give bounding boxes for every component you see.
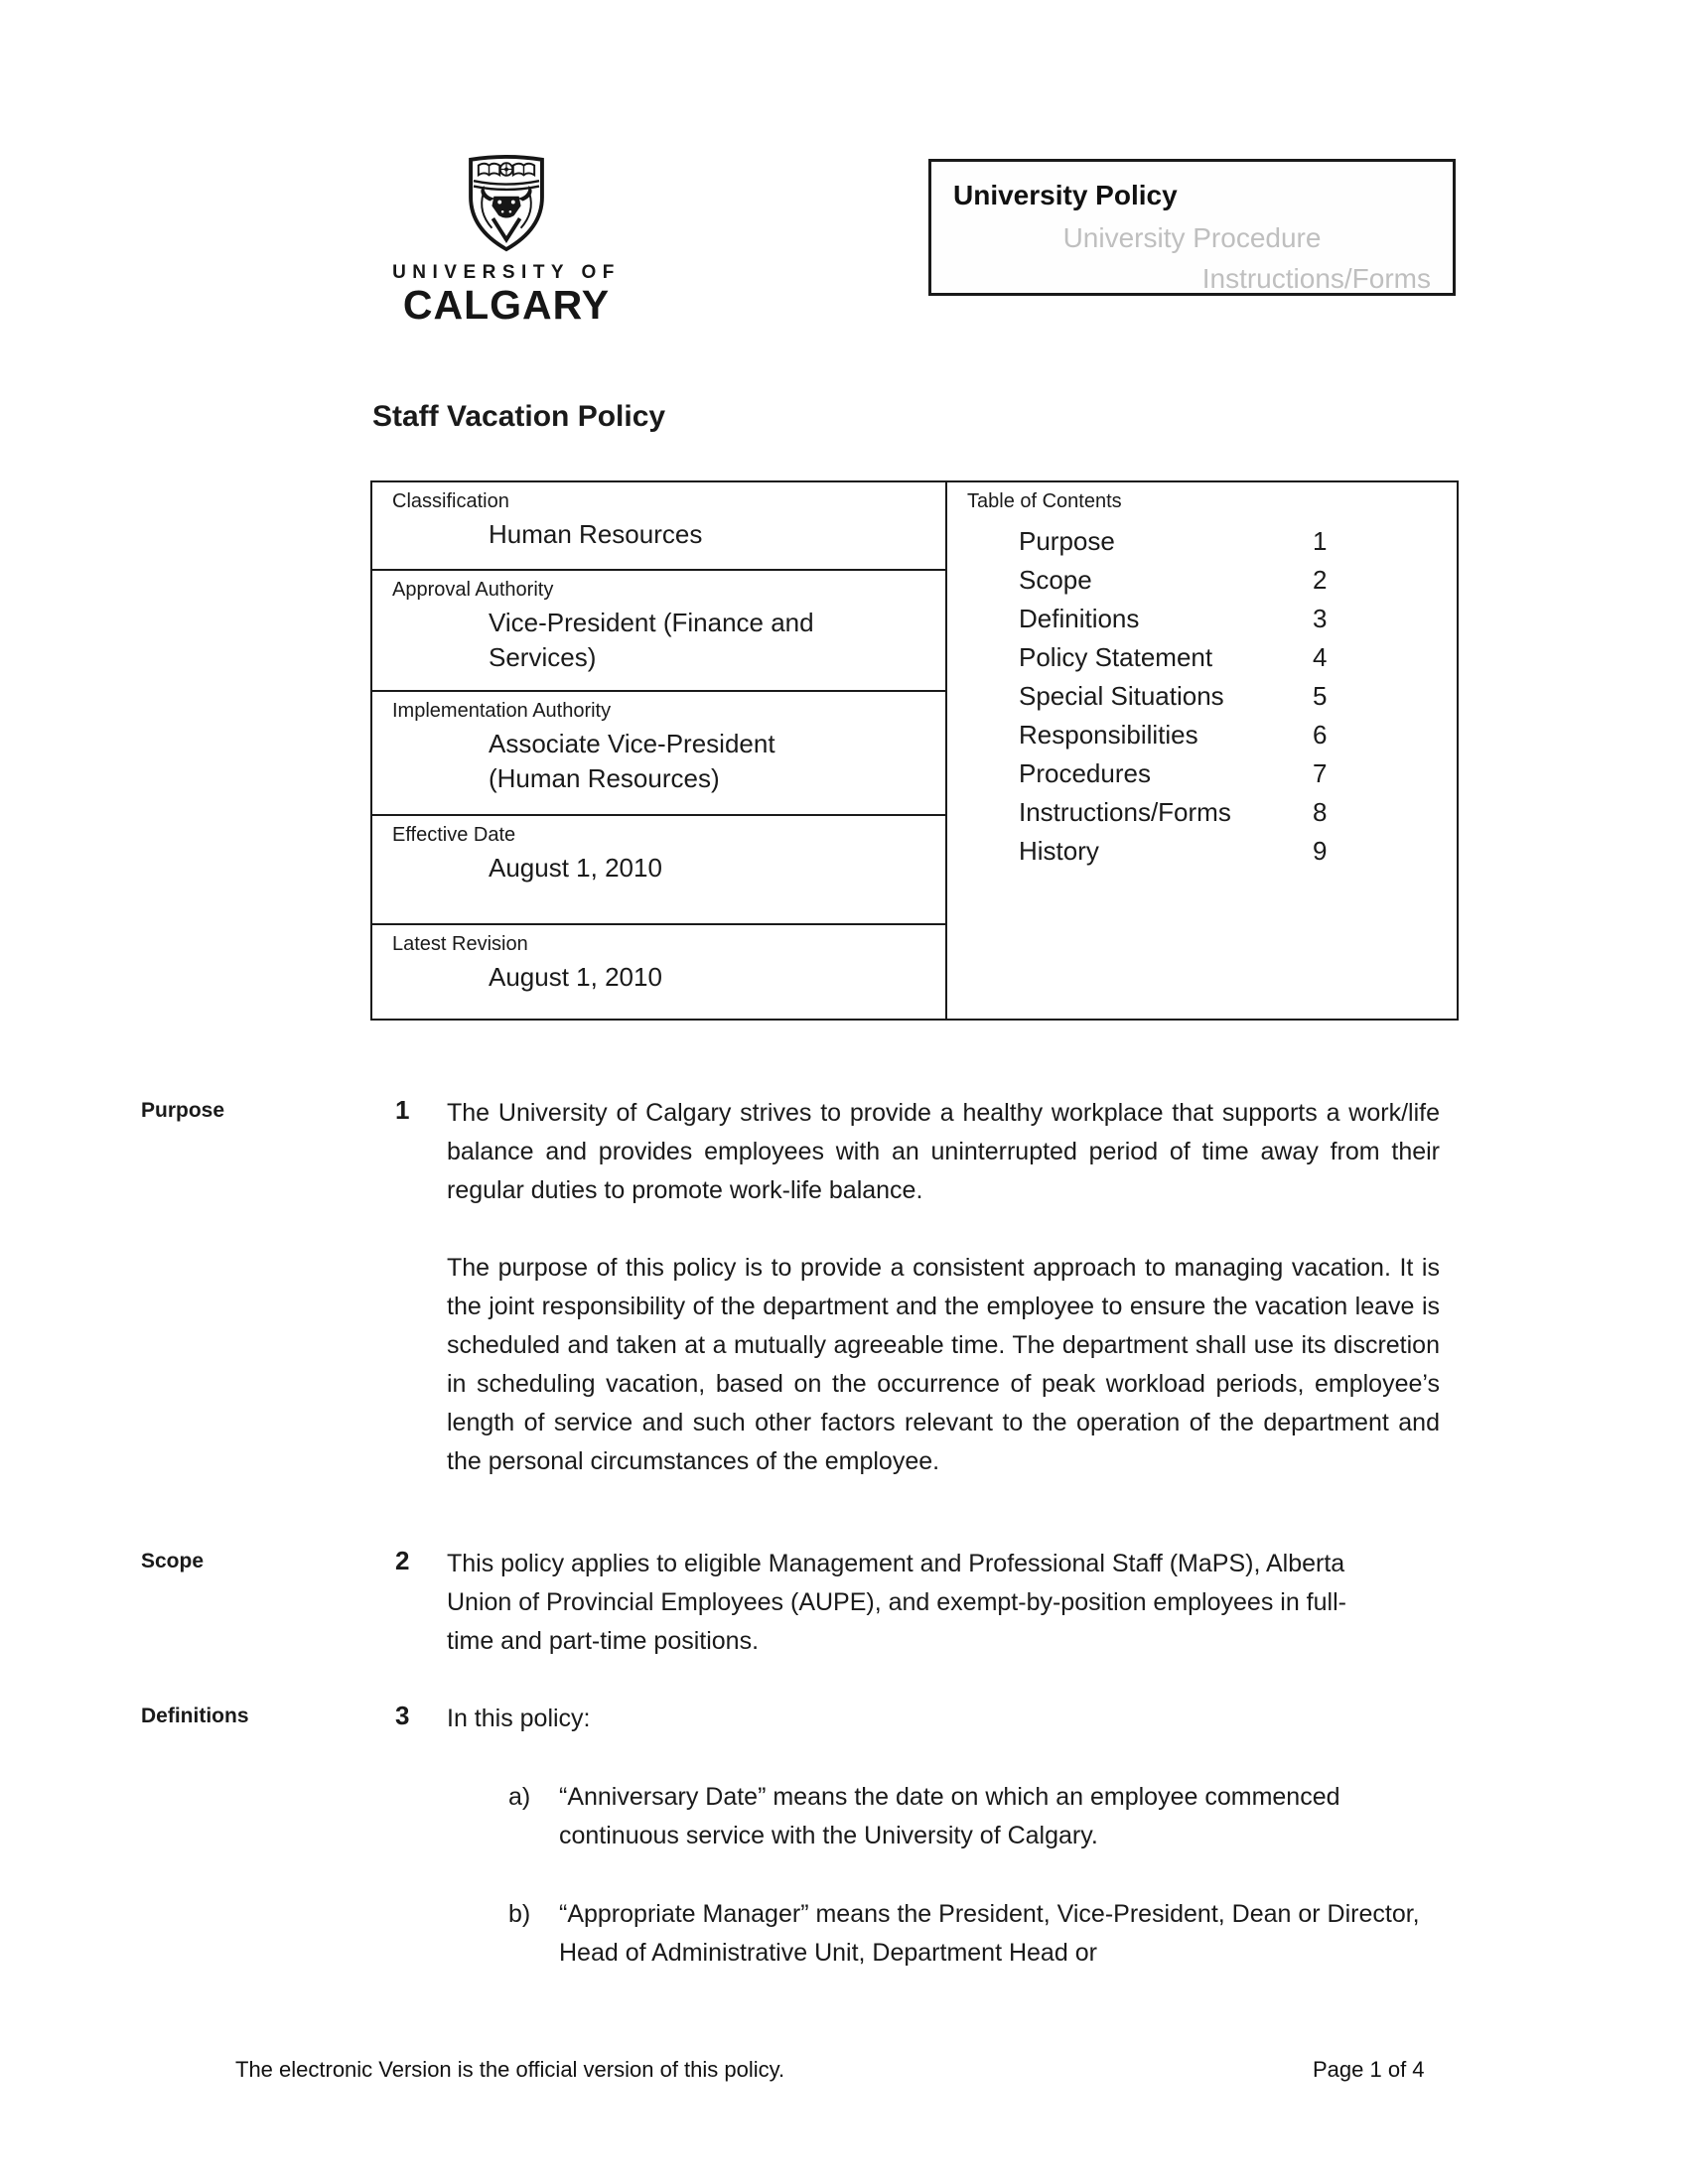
toc-item-page: 1: [1313, 526, 1328, 556]
row-label: Latest Revision: [392, 933, 528, 955]
university-logo: [385, 153, 628, 326]
toc-item-page: 7: [1313, 758, 1328, 788]
table-row-implementation-authority: [372, 692, 945, 816]
toc-item-title: Scope: [1019, 565, 1092, 595]
row-label: Implementation Authority: [392, 700, 612, 722]
row-label: Classification: [392, 490, 509, 512]
toc-item-title: Procedures: [1019, 758, 1151, 788]
toc-item-title: Definitions: [1019, 604, 1140, 633]
definition-marker: a): [508, 1783, 531, 1811]
footer-page-number: Page 1 of 4: [1313, 2057, 1425, 2082]
section-number: 3: [395, 1701, 410, 1730]
toc-item-definitions: [967, 600, 1457, 638]
logo-wordmark-line2: CALGARY: [402, 282, 611, 328]
toc-item-page: 3: [1313, 604, 1328, 633]
toc-list: [967, 522, 1457, 871]
table-of-contents: [945, 482, 1457, 1019]
logo-wordmark-line1: UNIVERSITY OF: [392, 262, 621, 283]
toc-item-purpose: [967, 522, 1457, 561]
toc-item-title: Special Situations: [1019, 681, 1224, 711]
toc-item-title: History: [1019, 836, 1099, 866]
row-label: Approval Authority: [392, 579, 554, 601]
row-value: August 1, 2010: [489, 853, 662, 883]
toc-item-page: 9: [1313, 836, 1328, 866]
toc-item-responsibilities: [967, 716, 1457, 754]
document-type-box: [928, 159, 1456, 296]
paragraph: The University of Calgary strives to provide a healthy workplace that supports a work/life balance and provides employees with an uninterrupted period of time away from their regular duties to promote work-life balance.: [447, 1099, 1440, 1204]
section-body: [447, 1094, 1440, 1481]
toc-item-page: 6: [1313, 720, 1328, 750]
definition-item-b: [447, 1895, 1440, 1973]
row-value: Vice-President (Finance and Services): [489, 608, 814, 672]
section-number: 2: [395, 1546, 410, 1575]
policy-info-table: [370, 480, 1459, 1021]
toc-item-history: [967, 832, 1457, 871]
toc-item-title: Purpose: [1019, 526, 1115, 556]
paragraph: The purpose of this policy is to provide a consistent approach to managing vacation. It is the joint responsibility of the department and the employee to ensure the vacation leave is scheduled and taken at a mutually agreeable time. The department shall use its discretion in scheduling vacation, based on the occurrence of peak workload periods, employee’s length of service and such other factors relevant to the operation of the department and the personal circumstances of the employee.: [447, 1254, 1440, 1475]
paragraph: In this policy:: [447, 1705, 591, 1732]
toc-item-special-situations: [967, 677, 1457, 716]
definition-text: “Anniversary Date” means the date on which an employee commenced continuous service with the University of Calgary.: [559, 1783, 1340, 1849]
row-value: Human Resources: [489, 519, 703, 549]
uofc-crest-icon: [466, 153, 547, 253]
section-label: Scope: [141, 1550, 205, 1572]
definition-text: “Appropriate Manager” means the President, Vice-President, Dean or Director, Head of Administrative Unit, Department Head or: [559, 1900, 1420, 1967]
toc-item-page: 2: [1313, 565, 1328, 595]
definition-marker: b): [508, 1900, 531, 1928]
toc-item-page: 8: [1313, 797, 1328, 827]
row-label: Effective Date: [392, 824, 516, 846]
toc-item-instructions-forms: [967, 793, 1457, 832]
row-value: August 1, 2010: [489, 962, 662, 992]
toc-item-title: Policy Statement: [1019, 642, 1213, 672]
section-number: 1: [395, 1095, 410, 1125]
section-label: Definitions: [141, 1705, 249, 1727]
toc-item-page: 5: [1313, 681, 1328, 711]
toc-item-page: 4: [1313, 642, 1328, 672]
section-body: [447, 1700, 1440, 1973]
definition-item-a: [447, 1778, 1440, 1855]
page-title: Staff Vacation Policy: [372, 400, 666, 433]
paragraph: This policy applies to eligible Management and Professional Staff (MaPS), Alberta Union of Provincial Employees (AUPE), and exempt-by-position employees in full-time and part-time positions.: [447, 1550, 1346, 1655]
toc-item-title: Instructions/Forms: [1019, 797, 1231, 827]
section-body: [447, 1545, 1440, 1661]
toc-item-procedures: [967, 754, 1457, 793]
doc-type-instructions-forms: Instructions/Forms: [1201, 263, 1431, 294]
row-value: Associate Vice-President (Human Resources): [489, 729, 775, 793]
table-row-latest-revision: [372, 925, 945, 1019]
table-row-approval-authority: [372, 571, 945, 692]
doc-type-university-procedure: University Procedure: [1062, 222, 1322, 253]
footer-disclaimer: The electronic Version is the official version of this policy.: [235, 2057, 785, 2082]
info-table-left-column: [372, 482, 945, 1019]
toc-label: Table of Contents: [967, 490, 1122, 512]
doc-type-university-policy: University Policy: [953, 180, 1178, 210]
table-row-effective-date: [372, 816, 945, 925]
toc-item-title: Responsibilities: [1019, 720, 1198, 750]
table-row-classification: [372, 482, 945, 571]
toc-item-scope: [967, 561, 1457, 600]
section-label: Purpose: [141, 1099, 225, 1122]
toc-item-policy-statement: [967, 638, 1457, 677]
